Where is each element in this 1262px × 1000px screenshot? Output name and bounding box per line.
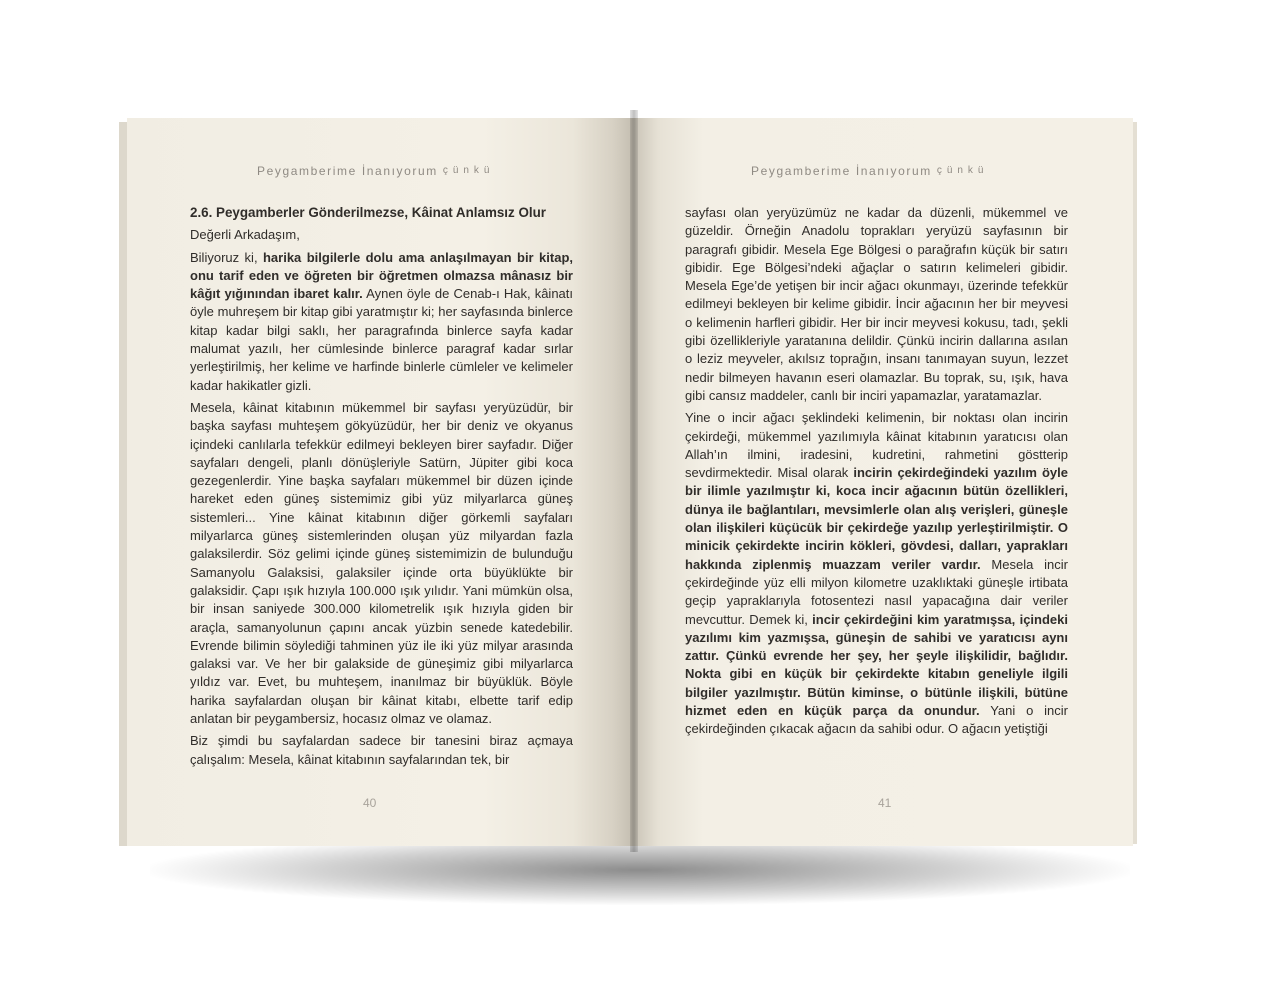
right-page: [633, 118, 1133, 846]
left-running-header: [257, 164, 495, 178]
paragraph: Yine o incir ağacı şeklindeki kelimenin, bir noktası olan incirin çekirdeği, mükemmel yazılımıyla kâinat kitabının yaratıcısı olan Allah’ın ilmini, iradesini, kudretini, rahmetini göstterip sevdirmektedir. Misal olarak incirin çekirdeğindeki yazılım öyle bir ilimle yazılmıştır ki, koca incir ağacının bütün özellikleri, dünya ile bağlantıları, mevsimlerle olan alış verişleri, güneşle olan ilişkileri küçücük bir çekirdeğe yazılıp yerleştirilmiştir. O minicik çekirdekte incirin kökleri, gövdesi, dalları, yaprakları hakkında ziplenmiş muazzam veriler vardır. Mesela incir çekirdeğinde yüz elli milyon kilometre uzaklıktaki güneşle irtibata geçip yapraklarıyla fotosentezi nasıl yapacağına dair veriler mevcuttur. Demek ki, incir çekirdeğini kim yaratmışsa, içindeki yazılımı kim yazmışsa, güneşin de sahibi ve yaratıcısı aynı zattır. Çünkü evrende her şey, her şeyle ilişkilidir, bağlıdır. Nokta gibi en küçük bir çekirdekte kitabın geneliyle ilgili bilgiler yazılmıştır. Bütün kiminse, o bütünle ilişkili, bütüne hizmet eden en küçük parça da onundur. Yani o incir çekirdeğinden çıkacak ağacın da sahibi odur. O ağacın yetiştiği: [685, 410, 1068, 737]
paragraph: Biz şimdi bu sayfalardan sadece bir tanesini biraz açmaya çalışalım: Mesela, kâinat kitabının sayfalarından tek, bir: [190, 733, 573, 767]
section-heading: 2.6. Peygamberler Gönderilmezse, Kâinat Anlamsız Olur: [190, 205, 546, 220]
book-gutter: [630, 110, 638, 852]
left-page-body: [190, 204, 573, 773]
header-word: çünkü: [442, 165, 495, 176]
right-running-header: [751, 164, 989, 178]
right-page-body: [685, 204, 1068, 743]
paragraph: sayfası olan yeryüzümüz ne kadar da düzenli, mükemmel ve güzeldir. Örneğin Anadolu toprakları yeryüzü sayfasının bir paragrafı gibidir. Mesela Ege Bölgesi o parağrafın küçük bir satırı gibidir. Ege Bölgesi’ndeki ağaçlar o satırın kelimeleri gibidir. Mesela Ege’de yetişen bir incir ağacı okunmayı, üzerinde tefekkür edilmeyi bekleyen bir kelime gibidir. İncir ağacının her bir meyvesi o kelimenin harfleri gibidir. Her bir incir meyvesi kokusu, tadı, şekli gibi özellikleriyle yaratanına delildir. Çünkü incirin dallarına asılan o leziz meyveler, akılsız toprağın, insanı tanımayan suyun, lezzet nedir bilmeyen havanın eseri olamazlar. Bu toprak, su, ışık, hava gibi cansız maddeler, canlı bir inciri yapamazlar, yaratamazlar.: [685, 205, 1068, 403]
header-word: çünkü: [936, 165, 989, 176]
left-page: [127, 118, 633, 846]
paragraph: Mesela, kâinat kitabının mükemmel bir sayfası yeryüzüdür, bir başka sayfası muhteşem gökyüzüdür, her bir deniz ve okyanus içindeki canlılarla tefekkür edilmeyi bekleyen birer sayfadır. Diğer sayfaları dengeli, planlı dönüşleriyle Satürn, Jüpiter gibi koca gezegenlerdir. Yine başka sayfaları mükemmel bir düzen içinde hareket eden güneş sistemimiz gibi yüz milyarlarca güneş sistemleri... Yine kâinat kitabının diğer görkemli sayfaları milyarlarca güneş sistemlerinden oluşan yüz milyardan fazla galaksilerdir. Söz gelimi içinde güneş sistemimizin de bulunduğu Samanyolu Galaksisi, galaksiler içinde orta büyüklükte bir galaksidir. Çapı ışık hızıyla 100.000 ışık yılıdır. Yani mümkün olsa, bir insan saniyede 300.000 kilometrelik ışık hızıyla giden bir araçla, samanyolunun çapını ancak yüzbin senede katedebilir. Evrende bilimin söylediği tahminen yüz ile iki yüz milyar arasında galaksi var. Ve her bir galakside de güneşimiz gibi milyarlarca yıldız var. Evet, bu muhteşem, inanılmaz bir büyüklük. Böyle harika sayfalardan oluşan bir kâinat kitabı, elbette tarif edip anlatan bir peygambersiz, hocasız olmaz ve olamaz.: [190, 399, 573, 727]
salutation: Değerli Arkadaşım,: [190, 227, 300, 243]
paragraph: Biliyoruz ki, harika bilgilerle dolu ama anlaşılmayan bir kitap, onu tarif eden ve öğreten bir öğretmen olmazsa mânasız bir kâğıt yığınından ibaret kalır. Aynen öyle de Cenab-ı Hak, kâinatı öyle muhreşem bir kitap gibi yaratmıştır ki; her sayfasında binlerce kitap kadar bilgi saklı, her paragrafında binlerce sayfa kadar malumat yazılı, her cümlesinde binlerce paragraf kadar sırlar yerleştirilmiş, her kelime ve harfinde binlerle cümleler ve kelimeler kadar hakikatler gizli.: [190, 249, 574, 393]
page-number: 41: [878, 796, 892, 810]
page-number: 40: [363, 796, 377, 810]
header-title: Peygamberime İnanıyorum: [751, 164, 932, 178]
header-title: Peygamberime İnanıyorum: [257, 164, 438, 178]
